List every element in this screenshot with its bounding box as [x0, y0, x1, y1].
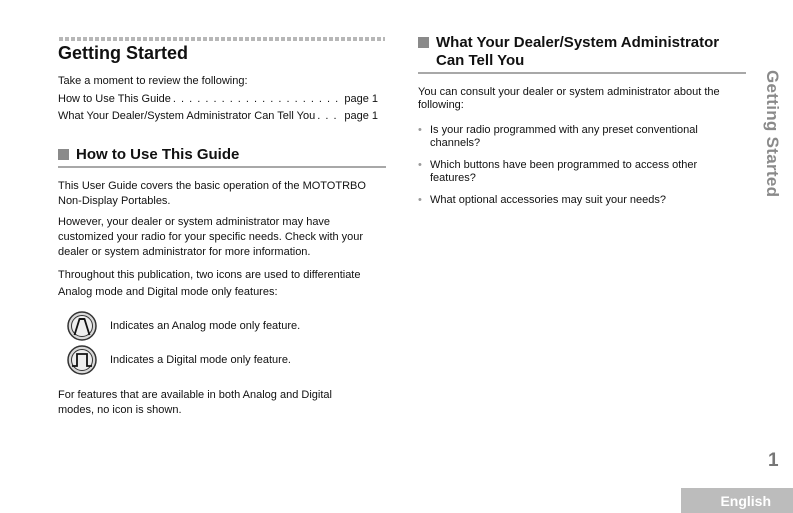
analog-legend [67, 311, 300, 341]
toc-item-page: page 1 [344, 93, 378, 105]
list-item: • Is your radio programmed with any preset conventional channels? [418, 124, 743, 150]
language-bar [681, 488, 793, 513]
list-item: • Which buttons have been programmed to access other features? [418, 159, 743, 185]
section-heading-how-to-use [58, 146, 239, 164]
paragraph: For features that are available in both Analog and Digital modes, no icon is shown. [58, 389, 332, 416]
toc-item[interactable] [58, 109, 378, 124]
intro-text: Take a moment to review the following: [58, 75, 248, 87]
page-number: 1 [768, 450, 779, 471]
section-rule [58, 166, 386, 168]
top-dashed-rule [59, 37, 385, 41]
bullet-list [418, 124, 743, 216]
analog-mode-icon [67, 311, 97, 341]
section-heading-dealer [418, 34, 719, 70]
toc-leader-dots [173, 92, 342, 107]
language-label: English [720, 492, 771, 509]
section-square-icon [418, 37, 429, 48]
paragraph: You can consult your dealer or system administrator about the following: [418, 86, 720, 111]
section-square-icon [58, 149, 69, 160]
toc-item-label: What Your Dealer/System Administrator Can Tell You [58, 110, 316, 122]
paragraph: Throughout this publication, two icons are used to differentiate Analog mode and Digital mode only features: [58, 269, 361, 298]
toc-leader-dots [317, 109, 342, 124]
analog-legend-text: Indicates an Analog mode only feature. [110, 320, 301, 332]
digital-mode-icon [67, 345, 97, 375]
list-item: • What optional accessories may suit your needs? [418, 194, 743, 207]
toc-item[interactable] [58, 92, 378, 107]
page-title: Getting Started [58, 43, 189, 63]
digital-legend [67, 345, 291, 375]
section-heading-text [436, 34, 719, 70]
side-tab-label: Getting Started [763, 70, 782, 198]
heading-line: Can Tell You [436, 52, 525, 69]
paragraph: However, your dealer or system administrator may have customized your radio for your specific needs. Check with your dealer or system administrator for more information. [58, 216, 364, 258]
heading-line: What Your Dealer/System Administrator [436, 34, 720, 51]
toc-item-label: How to Use This Guide [58, 93, 171, 105]
digital-legend-text: Indicates a Digital mode only feature. [110, 354, 291, 366]
section-heading-text: How to Use This Guide [76, 146, 240, 163]
paragraph: This User Guide covers the basic operation of the MOTOTRBO Non-Display Portables. [58, 180, 366, 207]
section-rule [418, 72, 746, 74]
toc-item-page: page 1 [344, 110, 378, 122]
